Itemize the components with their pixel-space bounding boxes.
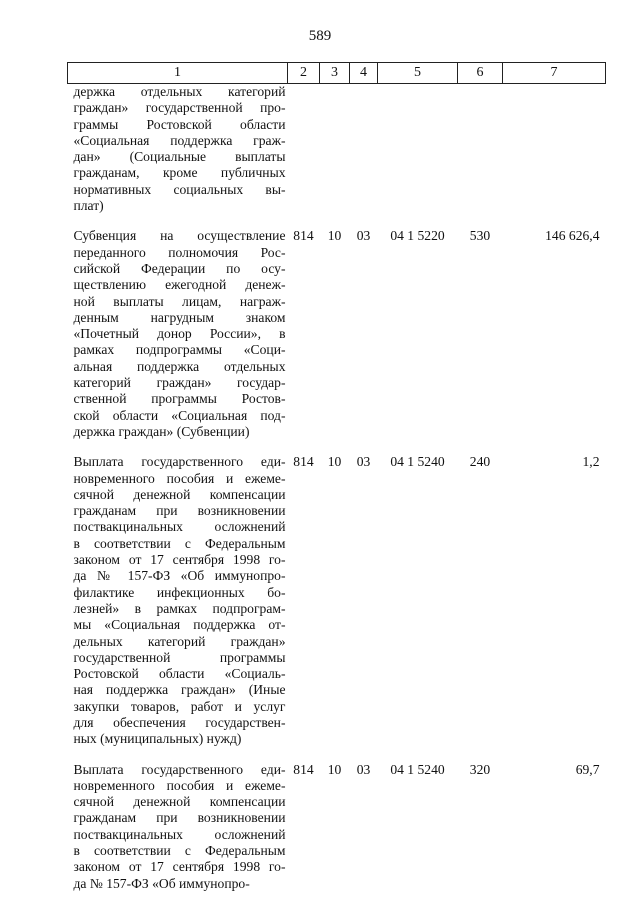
amount-value: 146 626,4 (545, 228, 600, 244)
subsection-code: 03 (356, 761, 371, 777)
table-body (68, 84, 606, 906)
column-header: 1 (68, 63, 288, 84)
description-line: ственной программы Ростов- (73, 391, 286, 407)
section-code: 10 (327, 228, 342, 244)
row-description (68, 454, 288, 761)
description-line: законом от 17 сентября 1998 го- (73, 859, 286, 875)
table-row (68, 454, 606, 761)
table-row (68, 762, 606, 906)
description-line: ных (муниципальных) нужд) (73, 731, 242, 747)
description-line: поствакцинальных осложнений (73, 519, 286, 535)
description-line: рамках подпрограммы «Соци- (73, 342, 286, 358)
row-description (68, 228, 288, 454)
description-line: в соответствии с Федеральным (73, 535, 286, 551)
description-line: гражданам при возникновении (73, 810, 286, 826)
target-article-code: 04 1 5240 (390, 761, 445, 777)
ministry-code: 814 (293, 454, 314, 470)
description-line: Субвенция на осуществление (73, 228, 286, 244)
description-line: в соответствии с Федеральным (73, 843, 286, 859)
description-line: переданного полномочия Рос- (73, 244, 286, 260)
ministry-code: 814 (293, 228, 314, 244)
description-line: сячной денежной компенсации (73, 794, 286, 810)
column-header: 6 (458, 63, 503, 84)
description-line: поствакцинальных осложнений (73, 826, 286, 842)
description-line: закупки товаров, работ и услуг (73, 698, 286, 714)
description-line: держка граждан» (Субвенции) (73, 423, 250, 439)
table-row (68, 84, 606, 229)
description-line: ная поддержка граждан» (Иные (73, 682, 286, 698)
target-article-code: 04 1 5220 (390, 228, 445, 244)
description-line: Выплата государственного еди- (73, 761, 286, 777)
table-row (68, 228, 606, 454)
amount-value: 69,7 (575, 761, 600, 777)
description-line: граждан» государственной про- (73, 100, 286, 116)
description-line: мы «Социальная поддержка от- (73, 617, 286, 633)
description-line: сячной денежной компенсации (73, 486, 286, 502)
description-line: «Почетный донор России», в (73, 326, 286, 342)
row-description (68, 762, 288, 906)
description-line: Ростовской области «Социаль- (73, 666, 286, 682)
expense-type-code: 530 (469, 228, 491, 244)
description-line: денным нагрудным знаком (73, 309, 286, 325)
section-code: 10 (327, 761, 342, 777)
ministry-code (288, 84, 320, 229)
description-line: ной выплаты лицам, награж- (73, 293, 286, 309)
description-line: плат) (73, 198, 104, 214)
page-number: 589 (308, 28, 332, 44)
description-line: «Социальная поддержка граж- (73, 132, 286, 148)
section-code (320, 84, 350, 229)
description-line: да № 157-ФЗ «Об иммунопро- (73, 568, 286, 584)
table-header-row (68, 63, 606, 84)
description-line: дельных категорий граждан» (73, 633, 286, 649)
description-line: государственной программы (73, 649, 286, 665)
amount-value: 1,2 (582, 454, 600, 470)
description-line: граммы Ростовской области (73, 116, 286, 132)
description-line: держка отдельных категорий (73, 84, 286, 99)
row-description (68, 84, 288, 229)
expense-type-code: 240 (469, 454, 491, 470)
description-line: сийской Федерации по осу- (73, 260, 286, 276)
description-line: филактике инфекционных бо- (73, 584, 286, 600)
target-article-code: 04 1 5240 (390, 454, 445, 470)
description-line: дан» (Социальные выплаты (73, 149, 286, 165)
expense-type-code: 320 (469, 761, 491, 777)
column-header: 4 (350, 63, 378, 84)
target-article-code (378, 84, 458, 229)
description-line: ской области «Социальная под- (73, 407, 286, 423)
description-line: Выплата государственного еди- (73, 454, 286, 470)
description-line: лезней» в рамках подпрограм- (73, 600, 286, 616)
column-header: 5 (378, 63, 458, 84)
column-header: 2 (288, 63, 320, 84)
description-line: гражданам, кроме публичных (73, 165, 286, 181)
expense-type-code (458, 84, 503, 229)
subsection-code (350, 84, 378, 229)
amount-value (503, 84, 606, 229)
description-line: категорий граждан» государ- (73, 375, 286, 391)
column-header: 3 (320, 63, 350, 84)
ministry-code: 814 (293, 761, 314, 777)
budget-table (67, 62, 606, 906)
subsection-code: 03 (356, 228, 371, 244)
description-line: новременного пособия и ежеме- (73, 777, 286, 793)
description-line: альная поддержка отдельных (73, 358, 286, 374)
section-code: 10 (327, 454, 342, 470)
description-line: законом от 17 сентября 1998 го- (73, 552, 286, 568)
description-line: да № 157-ФЗ «Об иммунопро- (73, 875, 250, 891)
column-header: 7 (503, 63, 606, 84)
description-line: новременного пособия и ежеме- (73, 470, 286, 486)
description-line: для обеспечения государствен- (73, 714, 286, 730)
description-line: ществлению ежегодной денеж- (73, 277, 286, 293)
description-line: нормативных социальных вы- (73, 181, 286, 197)
description-line: гражданам при возникновении (73, 503, 286, 519)
subsection-code: 03 (356, 454, 371, 470)
